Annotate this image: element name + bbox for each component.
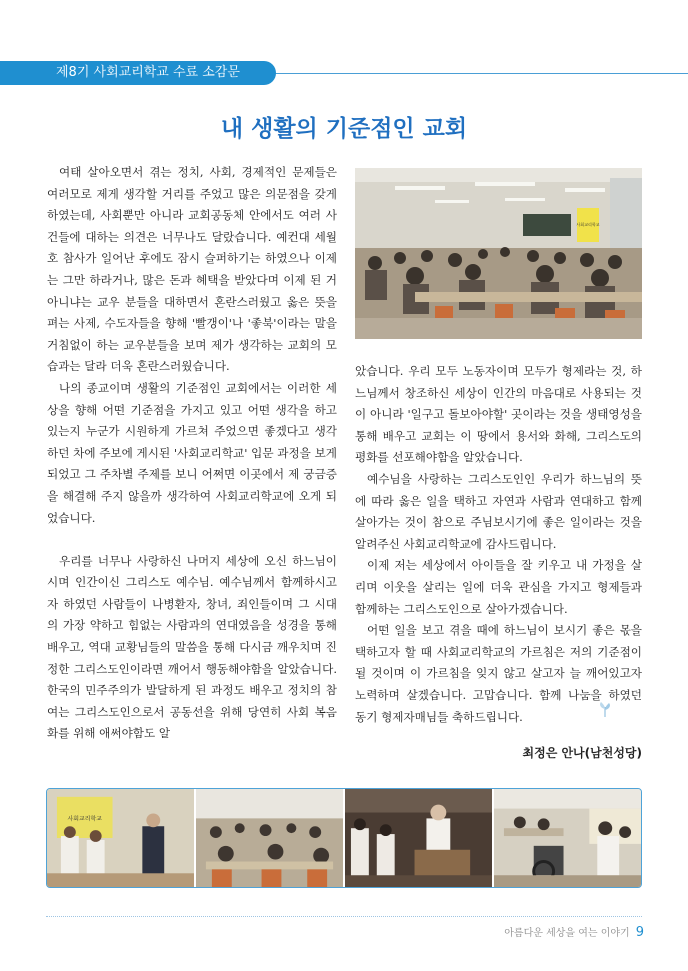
paragraph: 예수님을 사랑하는 그리스도인인 우리가 하느님의 뜻에 따라 옳은 일을 택하고 자연과 사람과 연대하고 함께 살아가는 것이 참으로 주님보시기에 좋은 일이라는 것을 알려주신 사회교리학교에 감사드립니다. — [355, 471, 642, 551]
section-label: 제8기 사회교리학교 수료 소감문 — [0, 61, 276, 85]
photo-podium — [345, 789, 492, 887]
article-right-column — [355, 361, 642, 728]
paragraph: 나의 종교이며 생활의 기준점인 교회에서는 이러한 세상을 향해 어떤 기준점을 가지고 있고 어떤 생각을 하고 있는지 누군가 시원하게 가르쳐 주었으면 좋겠다고 생각하던 차에 주보에 게시된 '사회교리학교' 입문 과정을 보게 되었고 그 주차별 주제를 보니 어쩌면 이곳에서 제 궁금증을 해결해 주지 않을까 생각하여 사회교리학교에 오게 되었습니다. — [47, 380, 337, 525]
page-footer — [504, 924, 644, 940]
page-number: 9 — [635, 925, 644, 940]
magazine-name: 아름다운 세상을 여는 이야기 — [504, 928, 630, 939]
photo-group — [494, 789, 641, 887]
photo-strip — [46, 788, 642, 888]
classroom-photo — [355, 168, 642, 339]
paragraph: 이제 저는 세상에서 아이들을 잘 키우고 내 가정을 살리며 이웃을 살리는 일에 더욱 관심을 가지고 형제들과 함께하는 그리스도인으로 살아가겠습니다. — [355, 558, 642, 616]
paragraph: 어떤 일을 보고 겪을 때에 하느님이 보시기 좋은 몫을 택하고자 할 때 사회교리학교의 가르침은 저의 기준점이 될 것이며 이 가르침을 잊지 않고 살고자 늘 깨어있고자 노력하며 살겠습니다. 고맙습니다. 함께 나눔을 하였던 동기 형제자매님들 축하드립니다. — [355, 623, 642, 724]
leaf-icon — [596, 700, 614, 718]
banner-text: 사회교리학교 — [67, 816, 102, 823]
paragraph: 여태 살아오면서 겪는 정치, 사회, 경제적인 문제들은 여러모로 제게 생각할 거리를 주었고 많은 의문점을 갖게 하였는데, 사회뿐만 아니라 교회공동체 안에서도 여러 사건들에 대하는 의견은 너무나도 달랐습니다. 예컨대 세월호 참사가 일어난 후에도 잠시 슬퍼하기는 하였으나 이제는 그만 하라거나, 많은 돈과 혜택을 받았다며 이제 된 거 아니냐는 교우 분들을 대하면서 혼란스러웠고 옳은 뜻을 펴는 사제, 수도자들을 향해 '빨갱이'나 '좋북'이라는 말을 거침없이 하는 교우분들을 보며 제가 생각하는 교회의 모습과는 달라 더욱 혼란스러웠습니다. — [47, 165, 337, 374]
article-title: 내 생활의 기준점인 교회 — [220, 116, 468, 142]
footer-rule — [46, 916, 642, 917]
banner-text: 사회교리학교 — [576, 222, 600, 227]
paragraph: 우리를 너무나 사랑하신 나머지 세상에 오신 하느님이시며 인간이신 그리스도 예수님. 예수님께서 함께하시고자 하였던 사람들이 나병환자, 창녀, 죄인들이며 그 시대의 가장 약하고 힘없는 사람과의 연대였음을 성경을 통해 배우고, 역대 교황님들의 말씀을 통해 다시금 깨우치며 진정한 그리스도인이라면 깨어서 행동해야함을 알았습니다. 한국의 민주주의가 발달하게 된 과정도 배우고 정치의 참여는 그리스도인으로서 공동선을 위해 당연히 사회 복음화를 위해 애써야함도 알 — [47, 553, 337, 741]
photo-audience — [196, 789, 343, 887]
author-signature: 최정은 안나(남천성당) — [522, 746, 642, 760]
paragraph: 았습니다. 우리 모두 노동자이며 모두가 형제라는 것, 하느님께서 창조하신 세상이 인간의 마음대로 사용되는 것이 아니라 '일구고 돌보아야할' 곳이라는 것을 생태영성을 통해 배우고 교회는 이 땅에서 용서와 화해, 그리스도의 평화를 선포해야함을 알았습니다. — [355, 364, 642, 465]
photo-speaker — [47, 789, 194, 887]
article-left-column — [47, 162, 337, 745]
